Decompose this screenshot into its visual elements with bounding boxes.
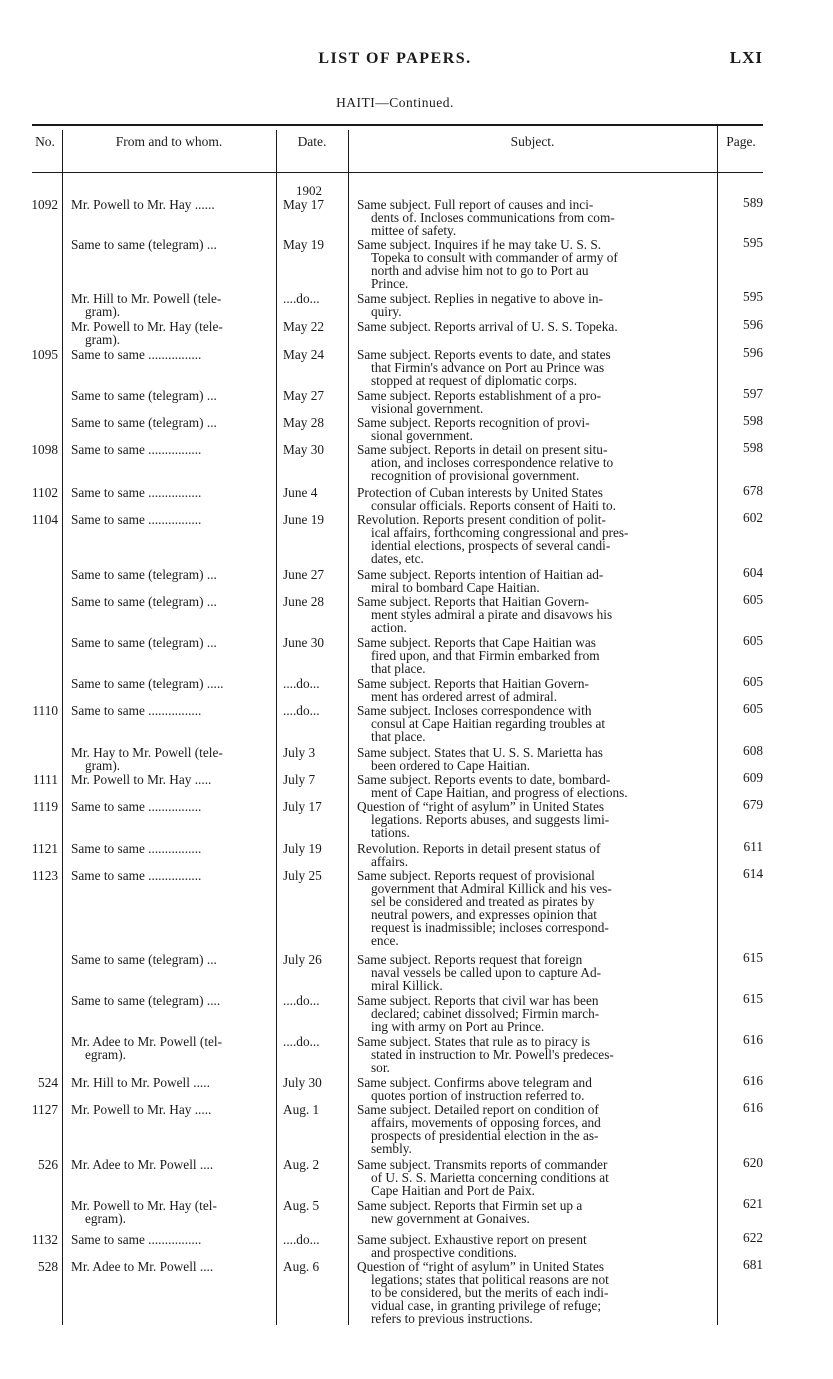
from-line: gram). <box>85 332 121 347</box>
paper-number: 1110 <box>32 703 58 718</box>
page-reference: 620 <box>743 1155 763 1170</box>
paper-number: 1102 <box>31 485 58 500</box>
from-line: Same to same ................ <box>71 703 202 718</box>
subject-line: Same subject. Confirms above telegram and <box>357 1075 592 1090</box>
page-title: LIST OF PAPERS. <box>318 50 472 67</box>
subject-line: miral Killick. <box>371 978 443 993</box>
subject-line: legations; states that political reasons are not <box>371 1272 609 1287</box>
paper-subject <box>357 389 712 415</box>
subject-line: Prince. <box>371 276 409 291</box>
subject-line: Revolution. Reports present condition of polit- <box>357 512 606 527</box>
from-to-whom <box>71 636 273 649</box>
subject-line: Same subject. Exhaustive report on present <box>357 1232 587 1247</box>
subject-line: stopped at request of diplomatic corps. <box>371 373 578 388</box>
paper-subject <box>357 486 712 512</box>
page-reference: 679 <box>743 797 763 812</box>
subject-line: that place. <box>371 661 426 676</box>
subject-line: action. <box>371 620 407 635</box>
paper-subject <box>357 1035 712 1074</box>
paper-date: July 26 <box>283 952 322 967</box>
subject-line: Same subject. Full report of causes and inci- <box>357 197 594 212</box>
subject-line: ical affairs, forthcoming congressional and pres- <box>371 525 629 540</box>
page-reference: 622 <box>743 1230 763 1245</box>
from-line: Mr. Powell to Mr. Hay (tele- <box>71 319 223 334</box>
from-line: Mr. Hill to Mr. Powell ..... <box>71 1075 210 1090</box>
page-reference: 615 <box>743 950 763 965</box>
from-line: Mr. Powell to Mr. Hay (tel- <box>71 1198 217 1213</box>
subject-line: Same subject. Transmits reports of commander <box>357 1157 608 1172</box>
subject-line: consular officials. Reports consent of Haiti to. <box>371 498 616 513</box>
paper-number: 1098 <box>31 442 58 457</box>
subject-line: Same subject. Reports request that foreign <box>357 952 583 967</box>
paper-number: 1104 <box>31 512 58 527</box>
paper-number: 528 <box>38 1259 58 1274</box>
paper-subject <box>357 1076 712 1102</box>
paper-subject <box>357 595 712 634</box>
column-header-page: Page. <box>726 134 756 149</box>
column-divider-subject <box>717 124 718 1325</box>
page-number: LXI <box>729 48 763 67</box>
subject-line: dates, etc. <box>371 551 424 566</box>
subject-line: quiry. <box>371 304 402 319</box>
paper-subject <box>357 1233 712 1259</box>
from-line: Same to same ................ <box>71 347 202 362</box>
subject-line: Same subject. Reports in detail on present situ- <box>357 442 608 457</box>
from-to-whom <box>71 1076 273 1089</box>
page-reference: 598 <box>743 440 763 455</box>
section-title: HAITI—Continued. <box>336 95 454 110</box>
from-line: Same to same (telegram) .... <box>71 993 221 1008</box>
paper-subject <box>357 292 712 318</box>
paper-number: 1119 <box>32 799 58 814</box>
paper-subject <box>357 994 712 1033</box>
subject-line: Same subject. Incloses correspondence with <box>357 703 592 718</box>
paper-subject <box>357 568 712 594</box>
paper-subject <box>357 1199 712 1225</box>
page-reference: 616 <box>743 1032 763 1047</box>
from-line: Same to same (telegram) ... <box>71 952 217 967</box>
page-reference: 589 <box>743 195 763 210</box>
paper-date: June 19 <box>283 512 324 527</box>
paper-date: July 3 <box>283 745 316 760</box>
from-line: Same to same (telegram) ... <box>71 594 217 609</box>
from-to-whom <box>71 1035 273 1061</box>
from-to-whom <box>71 486 273 499</box>
page-reference: 598 <box>743 413 763 428</box>
from-line: Same to same ................ <box>71 485 202 500</box>
page-reference: 621 <box>743 1196 763 1211</box>
paper-subject <box>357 704 712 743</box>
paper-subject <box>357 636 712 675</box>
subject-line: Same subject. Reports events to date, bombard- <box>357 772 611 787</box>
page-reference: 595 <box>743 235 763 250</box>
subject-line: Same subject. Replies in negative to above in- <box>357 291 603 306</box>
subject-line: of U. S. S. Marietta concerning conditions at <box>371 1170 609 1185</box>
subject-line: sembly. <box>371 1141 412 1156</box>
paper-date: July 7 <box>283 772 316 787</box>
paper-date: May 17 <box>283 197 324 212</box>
subject-line: dents of. Incloses communications from com- <box>371 210 615 225</box>
paper-date: ....do... <box>283 291 320 306</box>
subject-line: been ordered to Cape Haitian. <box>371 758 531 773</box>
paper-subject <box>357 1158 712 1197</box>
subject-line: legations. Reports abuses, and suggests limi- <box>371 812 610 827</box>
paper-date: ....do... <box>283 1232 320 1247</box>
from-to-whom <box>71 842 273 855</box>
paper-subject <box>357 416 712 442</box>
paper-subject <box>357 513 712 565</box>
column-header-from: From and to whom. <box>115 134 223 149</box>
from-line: Same to same (telegram) ... <box>71 635 217 650</box>
paper-subject <box>357 677 712 703</box>
from-to-whom <box>71 1199 273 1225</box>
from-to-whom <box>71 238 273 251</box>
paper-date: Aug. 2 <box>283 1157 320 1172</box>
subject-line: Same subject. Reports that Haitian Govern- <box>357 676 589 691</box>
subject-line: ing with army on Port au Prince. <box>371 1019 545 1034</box>
from-to-whom <box>71 1260 273 1273</box>
subject-line: sional government. <box>371 428 473 443</box>
subject-line: new government at Gonaives. <box>371 1211 530 1226</box>
from-to-whom <box>71 746 273 772</box>
subject-line: Revolution. Reports in detail present status of <box>357 841 601 856</box>
page-reference: 595 <box>743 289 763 304</box>
paper-subject <box>357 238 712 290</box>
paper-subject <box>357 842 712 868</box>
column-header-no: No. <box>35 134 55 149</box>
column-header-date: Date. <box>297 134 327 149</box>
subject-line: mittee of safety. <box>371 223 457 238</box>
column-header-subject: Subject. <box>510 134 555 149</box>
page-reference: 616 <box>743 1100 763 1115</box>
paper-date: Aug. 6 <box>283 1259 320 1274</box>
paper-date: July 19 <box>283 841 322 856</box>
paper-subject <box>357 800 712 839</box>
subject-line: north and advise him not to go to Port au <box>371 263 589 278</box>
subject-line: Same subject. Reports that Haitian Govern- <box>357 594 589 609</box>
subject-line: neutral powers, and expresses opinion that <box>371 907 597 922</box>
subject-line: Question of “right of asylum” in United States <box>357 799 605 814</box>
from-line: Same to same ................ <box>71 868 202 883</box>
year-label: 1902 <box>296 183 322 198</box>
subject-line: Question of “right of asylum” in United States <box>357 1259 605 1274</box>
from-line: Same to same ................ <box>71 1232 202 1247</box>
paper-subject <box>357 869 712 947</box>
paper-date: ....do... <box>283 1034 320 1049</box>
page-reference: 596 <box>743 317 763 332</box>
from-line: Mr. Adee to Mr. Powell (tel- <box>71 1034 223 1049</box>
paper-date: May 19 <box>283 237 324 252</box>
page-reference: 608 <box>743 743 763 758</box>
subject-line: Same subject. Reports that civil war has been <box>357 993 599 1008</box>
paper-subject <box>357 1103 712 1155</box>
paper-number: 1121 <box>31 841 58 856</box>
from-to-whom <box>71 800 273 813</box>
from-to-whom <box>71 595 273 608</box>
paper-subject <box>357 1260 712 1325</box>
subject-line: affairs, movements of opposing forces, and <box>371 1115 601 1130</box>
subject-line: idential elections, prospects of several candi- <box>371 538 611 553</box>
from-to-whom <box>71 348 273 361</box>
subject-line: recognition of provisional government. <box>371 468 580 483</box>
from-to-whom <box>71 443 273 456</box>
from-line: egram). <box>85 1211 126 1226</box>
paper-number: 1123 <box>31 868 58 883</box>
page-reference: 605 <box>743 633 763 648</box>
from-to-whom <box>71 677 273 690</box>
paper-date: June 30 <box>283 635 324 650</box>
from-line: Mr. Adee to Mr. Powell .... <box>71 1157 214 1172</box>
subject-line: to be considered, but the merits of each indi- <box>371 1285 609 1300</box>
from-to-whom <box>71 513 273 526</box>
paper-date: Aug. 1 <box>283 1102 320 1117</box>
subject-line: Same subject. Reports that Cape Haitian was <box>357 635 596 650</box>
paper-subject <box>357 953 712 992</box>
from-line: Mr. Powell to Mr. Hay ..... <box>71 772 212 787</box>
paper-date: July 30 <box>283 1075 322 1090</box>
subject-line: prospects of presidential election in the as- <box>371 1128 599 1143</box>
subject-line: Same subject. Reports establishment of a pro- <box>357 388 602 403</box>
subject-line: vidual case, in granting privilege of refuge; <box>371 1298 602 1313</box>
page-reference: 605 <box>743 592 763 607</box>
from-line: Same to same ................ <box>71 841 202 856</box>
from-line: Mr. Powell to Mr. Hay ...... <box>71 197 215 212</box>
table-header-rule <box>32 172 763 173</box>
subject-line: stated in instruction to Mr. Powell's predeces- <box>371 1047 614 1062</box>
page-reference: 616 <box>743 1073 763 1088</box>
page-reference: 605 <box>743 674 763 689</box>
from-line: Same to same ................ <box>71 512 202 527</box>
subject-line: Same subject. Reports intention of Haitian ad- <box>357 567 604 582</box>
subject-line: Same subject. Inquires if he may take U. S. S. <box>357 237 602 252</box>
from-to-whom <box>71 1158 273 1171</box>
subject-line: and prospective conditions. <box>371 1245 517 1260</box>
table-top-rule <box>32 124 763 126</box>
column-divider-date <box>348 130 349 1325</box>
page-reference: 614 <box>743 866 763 881</box>
paper-date: May 24 <box>283 347 324 362</box>
paper-date: July 25 <box>283 868 322 883</box>
from-line: Mr. Powell to Mr. Hay ..... <box>71 1102 212 1117</box>
from-line: Mr. Adee to Mr. Powell .... <box>71 1259 214 1274</box>
subject-line: government that Admiral Killick and his ves- <box>371 881 612 896</box>
subject-line: ment styles admiral a pirate and disavows his <box>371 607 613 622</box>
subject-line: request is inadmissible; incloses correspond- <box>371 920 609 935</box>
subject-line: ence. <box>371 933 399 948</box>
subject-line: visional government. <box>371 401 484 416</box>
paper-date: Aug. 5 <box>283 1198 320 1213</box>
subject-line: Same subject. States that U. S. S. Marietta has <box>357 745 603 760</box>
paper-subject <box>357 348 712 387</box>
subject-line: naval vessels be called upon to capture Ad- <box>371 965 602 980</box>
from-line: Same to same (telegram) ... <box>71 237 217 252</box>
paper-subject <box>357 320 712 333</box>
subject-line: Same subject. Reports events to date, and states <box>357 347 611 362</box>
paper-subject <box>357 746 712 772</box>
from-to-whom <box>71 704 273 717</box>
subject-line: declared; cabinet dissolved; Firmin march- <box>371 1006 600 1021</box>
subject-line: Same subject. Reports request of provisional <box>357 868 595 883</box>
from-to-whom <box>71 416 273 429</box>
paper-subject <box>357 773 712 799</box>
paper-number: 524 <box>38 1075 58 1090</box>
from-to-whom <box>71 568 273 581</box>
from-line: gram). <box>85 304 121 319</box>
page-reference: 602 <box>743 510 763 525</box>
paper-number: 526 <box>38 1157 58 1172</box>
subject-line: sor. <box>371 1060 390 1075</box>
column-divider-no <box>62 130 63 1325</box>
paper-number: 1092 <box>31 197 58 212</box>
from-to-whom <box>71 869 273 882</box>
from-to-whom <box>71 292 273 318</box>
paper-date: ....do... <box>283 703 320 718</box>
paper-date: May 28 <box>283 415 324 430</box>
subject-line: fired upon, and that Firmin embarked from <box>371 648 600 663</box>
subject-line: ment of Cape Haitian, and progress of elections. <box>371 785 628 800</box>
from-line: egram). <box>85 1047 126 1062</box>
page-reference: 609 <box>743 770 763 785</box>
paper-subject <box>357 198 712 237</box>
subject-line: Same subject. Detailed report on condition of <box>357 1102 599 1117</box>
subject-line: Same subject. Reports recognition of provi- <box>357 415 590 430</box>
from-to-whom <box>71 994 273 1007</box>
subject-line: Protection of Cuban interests by United States <box>357 485 603 500</box>
from-line: gram). <box>85 758 121 773</box>
paper-date: June 28 <box>283 594 324 609</box>
from-line: Same to same (telegram) ... <box>71 567 217 582</box>
paper-date: June 4 <box>283 485 318 500</box>
paper-subject <box>357 443 712 482</box>
paper-number: 1132 <box>31 1232 58 1247</box>
paper-date: May 30 <box>283 442 324 457</box>
subject-line: Same subject. Reports that Firmin set up a <box>357 1198 583 1213</box>
page-reference: 678 <box>743 483 763 498</box>
from-line: Same to same (telegram) ... <box>71 415 217 430</box>
from-to-whom <box>71 1233 273 1246</box>
from-to-whom <box>71 198 273 211</box>
subject-line: ment has ordered arrest of admiral. <box>371 689 558 704</box>
from-to-whom <box>71 773 273 786</box>
paper-date: May 27 <box>283 388 324 403</box>
from-line: Same to same (telegram) ... <box>71 388 217 403</box>
subject-line: tations. <box>371 825 410 840</box>
page-reference: 604 <box>743 565 763 580</box>
from-line: Mr. Hill to Mr. Powell (tele- <box>71 291 222 306</box>
paper-number: 1111 <box>32 772 58 787</box>
subject-line: refers to previous instructions. <box>371 1311 533 1326</box>
subject-line: that Firmin's advance on Port au Prince was <box>371 360 605 375</box>
page-reference: 611 <box>743 839 763 854</box>
subject-line: sel be considered and treated as pirates by <box>371 894 595 909</box>
subject-line: affairs. <box>371 854 409 869</box>
subject-line: that place. <box>371 729 426 744</box>
subject-line: ation, and incloses correspondence relative to <box>371 455 614 470</box>
paper-date: ....do... <box>283 993 320 1008</box>
from-to-whom <box>71 320 273 346</box>
page-reference: 605 <box>743 701 763 716</box>
column-divider-from <box>276 130 277 1325</box>
from-to-whom <box>71 953 273 966</box>
paper-number: 1095 <box>31 347 58 362</box>
from-line: Same to same ................ <box>71 442 202 457</box>
from-to-whom <box>71 389 273 402</box>
subject-line: Cape Haitian and Port de Paix. <box>371 1183 535 1198</box>
paper-number: 1127 <box>31 1102 58 1117</box>
from-line: Mr. Hay to Mr. Powell (tele- <box>71 745 223 760</box>
subject-line: Same subject. Reports arrival of U. S. S. Topeka. <box>357 319 618 334</box>
paper-date: June 27 <box>283 567 324 582</box>
subject-line: Same subject. States that rule as to piracy is <box>357 1034 591 1049</box>
subject-line: miral to bombard Cape Haitian. <box>371 580 540 595</box>
page-reference: 681 <box>743 1257 763 1272</box>
subject-line: quotes portion of instruction referred to. <box>371 1088 585 1103</box>
page-reference: 596 <box>743 345 763 360</box>
from-to-whom <box>71 1103 273 1116</box>
subject-line: Topeka to consult with commander of army of <box>371 250 618 265</box>
from-line: Same to same (telegram) ..... <box>71 676 224 691</box>
page-reference: 597 <box>743 386 763 401</box>
subject-line: consul at Cape Haitian regarding troubles at <box>371 716 606 731</box>
page-reference: 615 <box>743 991 763 1006</box>
from-line: Same to same ................ <box>71 799 202 814</box>
paper-date: May 22 <box>283 319 324 334</box>
paper-date: July 17 <box>283 799 322 814</box>
paper-date: ....do... <box>283 676 320 691</box>
